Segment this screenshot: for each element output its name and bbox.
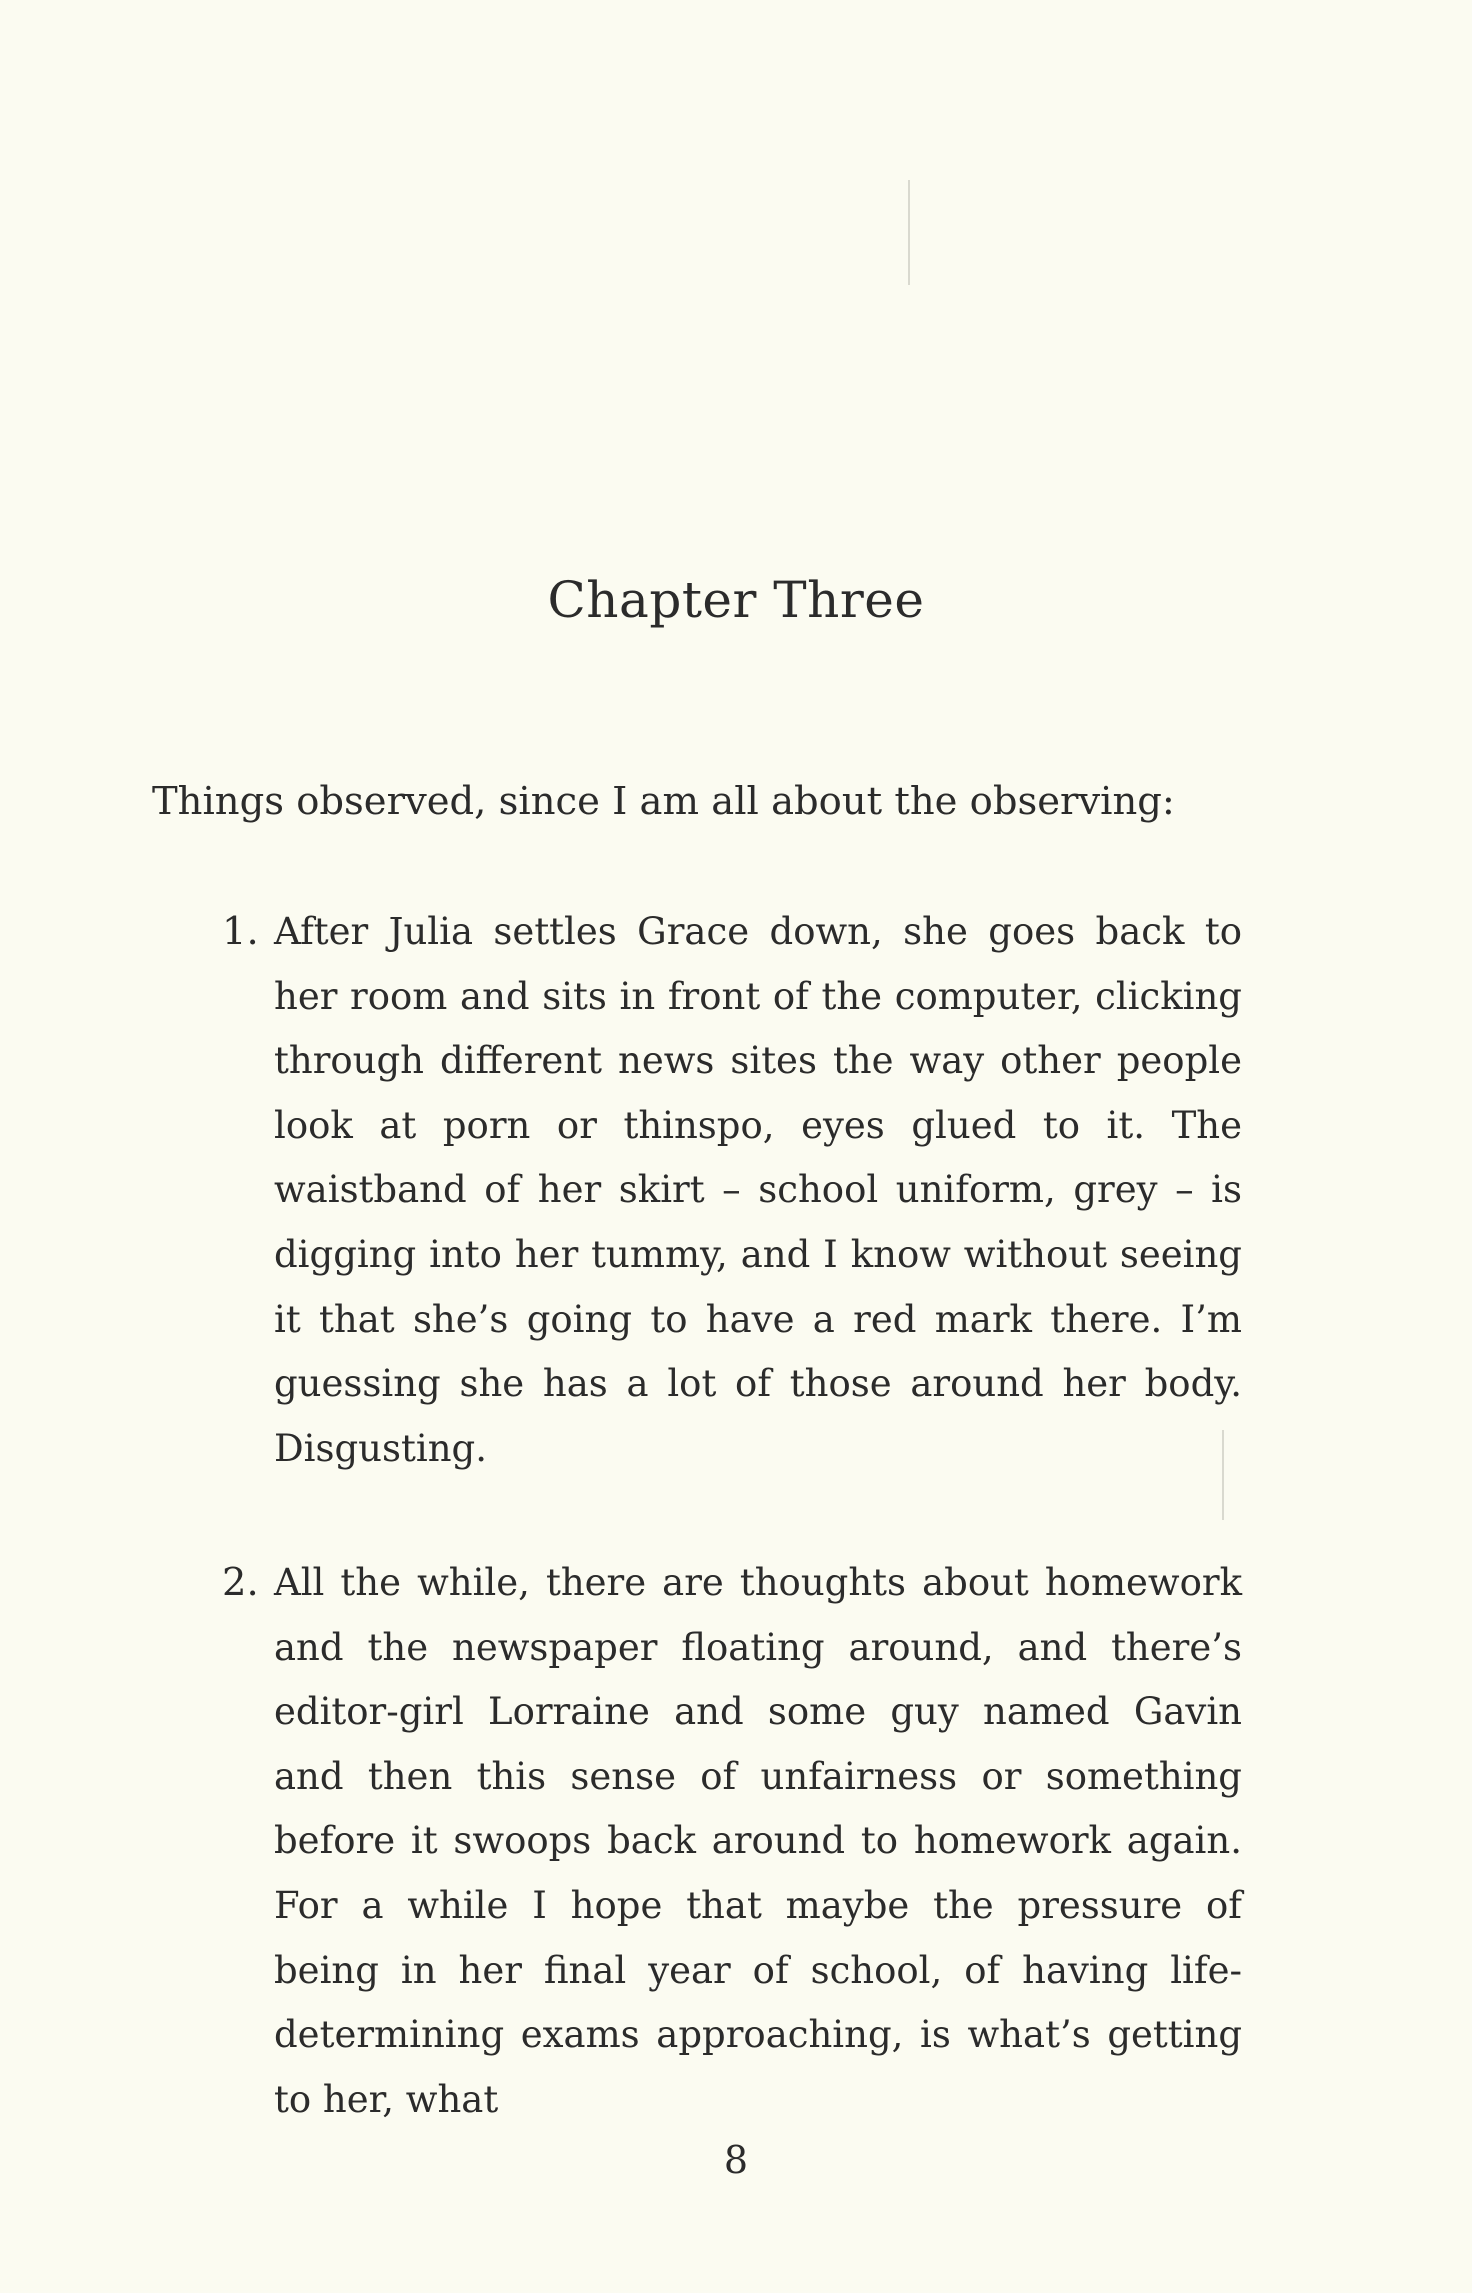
chapter-title: Chapter Three: [547, 571, 925, 629]
scan-artifact-line: [908, 180, 910, 285]
intro-paragraph: Things observed, since I am all about the observing:: [152, 779, 1175, 824]
list-item-text: All the while, there are thoughts about homework and the newspaper floating around, and there’s editor-girl Lorraine and some guy named Gavin and then this sense of unfairness or something before it swoops back around to homework again. For a while I hope that maybe the pressure of being in her final year of school, of having life-determining exams approaching, is what’s getting to her, what: [274, 1561, 1242, 2121]
list-item-number: 1.: [222, 909, 259, 954]
page-number: 8: [723, 2138, 749, 2182]
list-item-number: 2.: [222, 1560, 259, 1605]
list-item-text: After Julia settles Grace down, she goes back to her room and sits in front of the computer, clicking through different news sites the way other people look at porn or thinspo, eyes glued to it. The waistband of her skirt – school uniform, grey – is digging into her tummy, and I know without seeing it that she’s going to have a red mark there. I’m guessing she has a lot of those around her body. Disgusting.: [274, 910, 1242, 1470]
